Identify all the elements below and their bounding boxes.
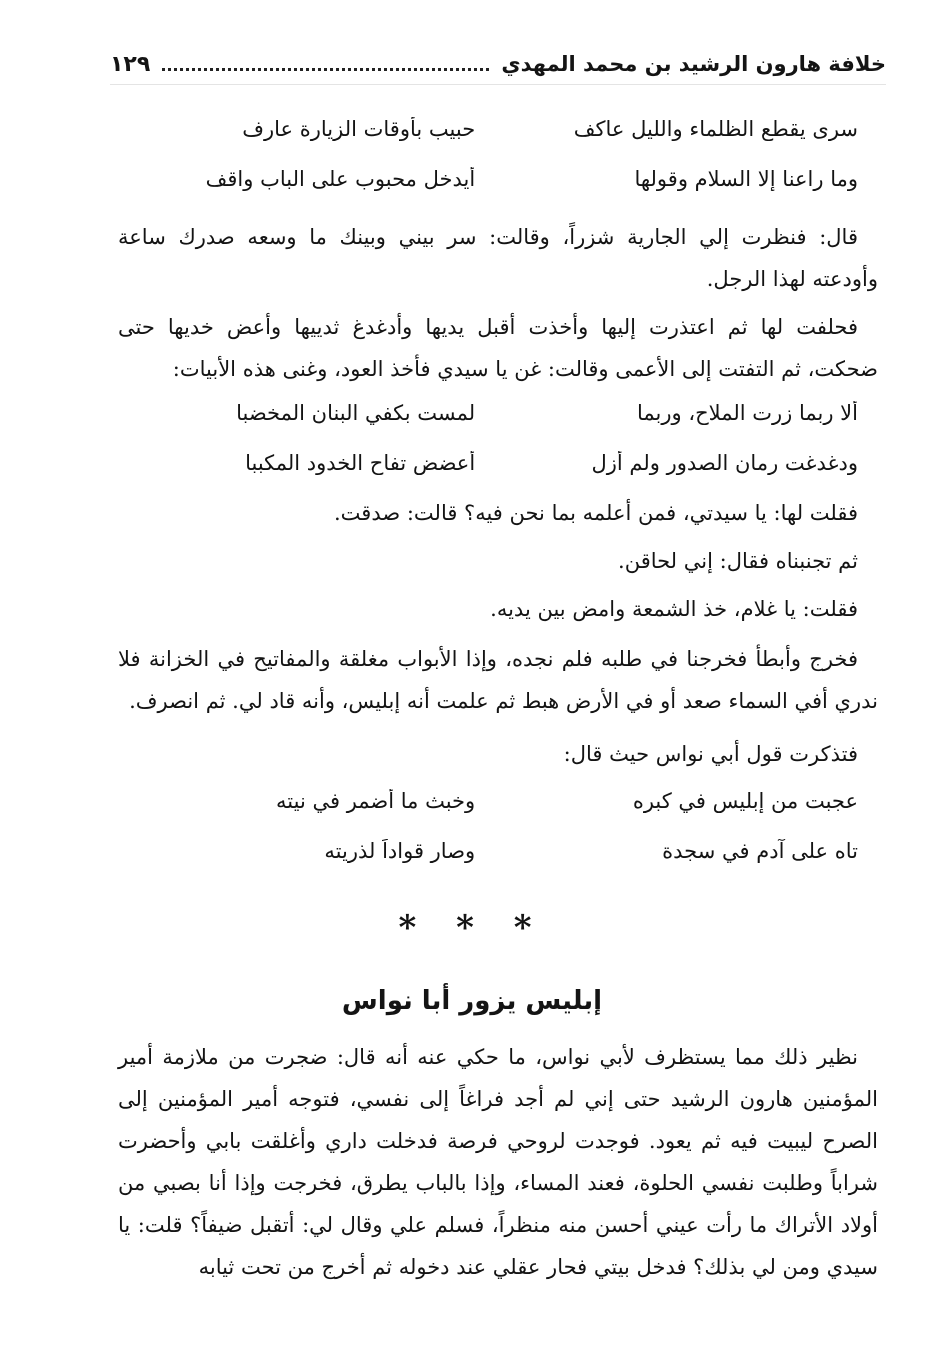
paragraph: فخرج وأبطأ فخرجنا في طلبه فلم نجده، وإذا الأبواب مغلقة والمفاتيح في الخزانة فلا ندري أفي السماء صعد أو في الأرض هبط ثم علمت أنه إبليس، وأنه قاد لي. ثم انصرف. [118,647,878,713]
verse-row [118,438,878,488]
verse-row [118,826,878,876]
header-leader-dots [162,68,489,71]
verse-second-hemistich: وصار قواداً لذريته [324,839,476,863]
paragraph: فحلفت لها ثم اعتذرت إليها وأخذت أقبل يديها وأدغدغ ثدييها وأعض خديها حتى ضحكت، ثم التفتت إلى الأعمى وقالت: غن يا سيدي فأخذ العود، وغنى هذه الأبيات: [118,315,878,381]
text-line: فقلت لها: يا سيدتي، فمن أعلمه بما نحن فيه؟ قالت: صدقت. [333,501,858,525]
verse-first-hemistich: وما راعنا إلا السلام وقولها [634,167,858,191]
intro-line-block [118,733,878,775]
page-number: ١٢٩ [110,51,151,77]
text-line: فتذكرت قول أبي نواس حيث قال: [563,742,858,766]
section-separator: * * * [398,908,546,948]
poem-1 [118,104,878,204]
text-block-1 [118,216,878,390]
verse-second-hemistich: وخبث ما أضمر في نيته [276,789,476,813]
header-title: خلافة هارون الرشيد بن محمد المهدي [501,52,886,76]
verse-second-hemistich: أعضض تفاح الخدود المكببا [245,451,476,475]
verse-first-hemistich: ألا ربما زرت الملاح، وربما [637,401,858,425]
poem-2 [118,388,878,488]
paragraph: قال: فنظرت إلي الجارية شزراً، وقالت: سر بيني وبينك ما وسعه صدرك ساعة وأودعته لهذا الرجل. [118,225,878,291]
verse-second-hemistich: أيدخل محبوب على الباب واقف [205,167,476,191]
verse-row [118,154,878,204]
text-line: فقلت: يا غلام، خذ الشمعة وامض بين يديه. [490,597,858,621]
short-lines [118,492,878,634]
section-title: إبليس يزور أبا نواس [341,986,603,1016]
verse-second-hemistich: لمست بكفي البنان المخضبا [236,401,476,425]
verse-row [118,388,878,438]
poem-3 [118,776,878,876]
text-line: ثم تجنبناه فقال: إني لحاقن. [618,549,858,573]
paragraph: نظير ذلك مما يستظرف لأبي نواس، ما حكي عنه أنه قال: ضجرت من ملازمة أمير المؤمنين هارون الرشيد حتى إني لم أجد فراغاً إلى نفسي، فتوجه أمير المؤمنين إلى الصرح ليبيت فيه ثم يعود. فوجدت لروحي فرصة فدخلت داري وأغلقت بابي وأحضرت شراباً وطلبت نفسي الحلوة، فعند المساء، وإذا بالباب يطرق، فخرجت وإذا أنا بصبي من أولاد الأتراك ما رأت عيني أحسن منه منظراً، فسلم علي وقال لي: أتقبل ضيفاً؟ قلت: يا سيدي ومن لي بذلك؟ فدخل بيتي فحار عقلي عند دخوله ثم أخرج من تحت ثيابه [118,1045,878,1279]
verse-first-hemistich: ودغدغت رمان الصدور ولم أزل [591,451,858,475]
verse-row [118,104,878,154]
verse-first-hemistich: سرى يقطع الظلماء والليل عاكف [573,117,858,141]
verse-first-hemistich: عجبت من إبليس في كبره [632,789,858,813]
running-header [110,44,886,85]
text-block-3 [118,1036,878,1288]
verse-row [118,776,878,826]
text-block-2 [118,638,878,722]
verse-second-hemistich: حبيب بأوقات الزيارة عارف [242,117,476,141]
verse-first-hemistich: تاه على آدم في سجدة [662,839,858,863]
